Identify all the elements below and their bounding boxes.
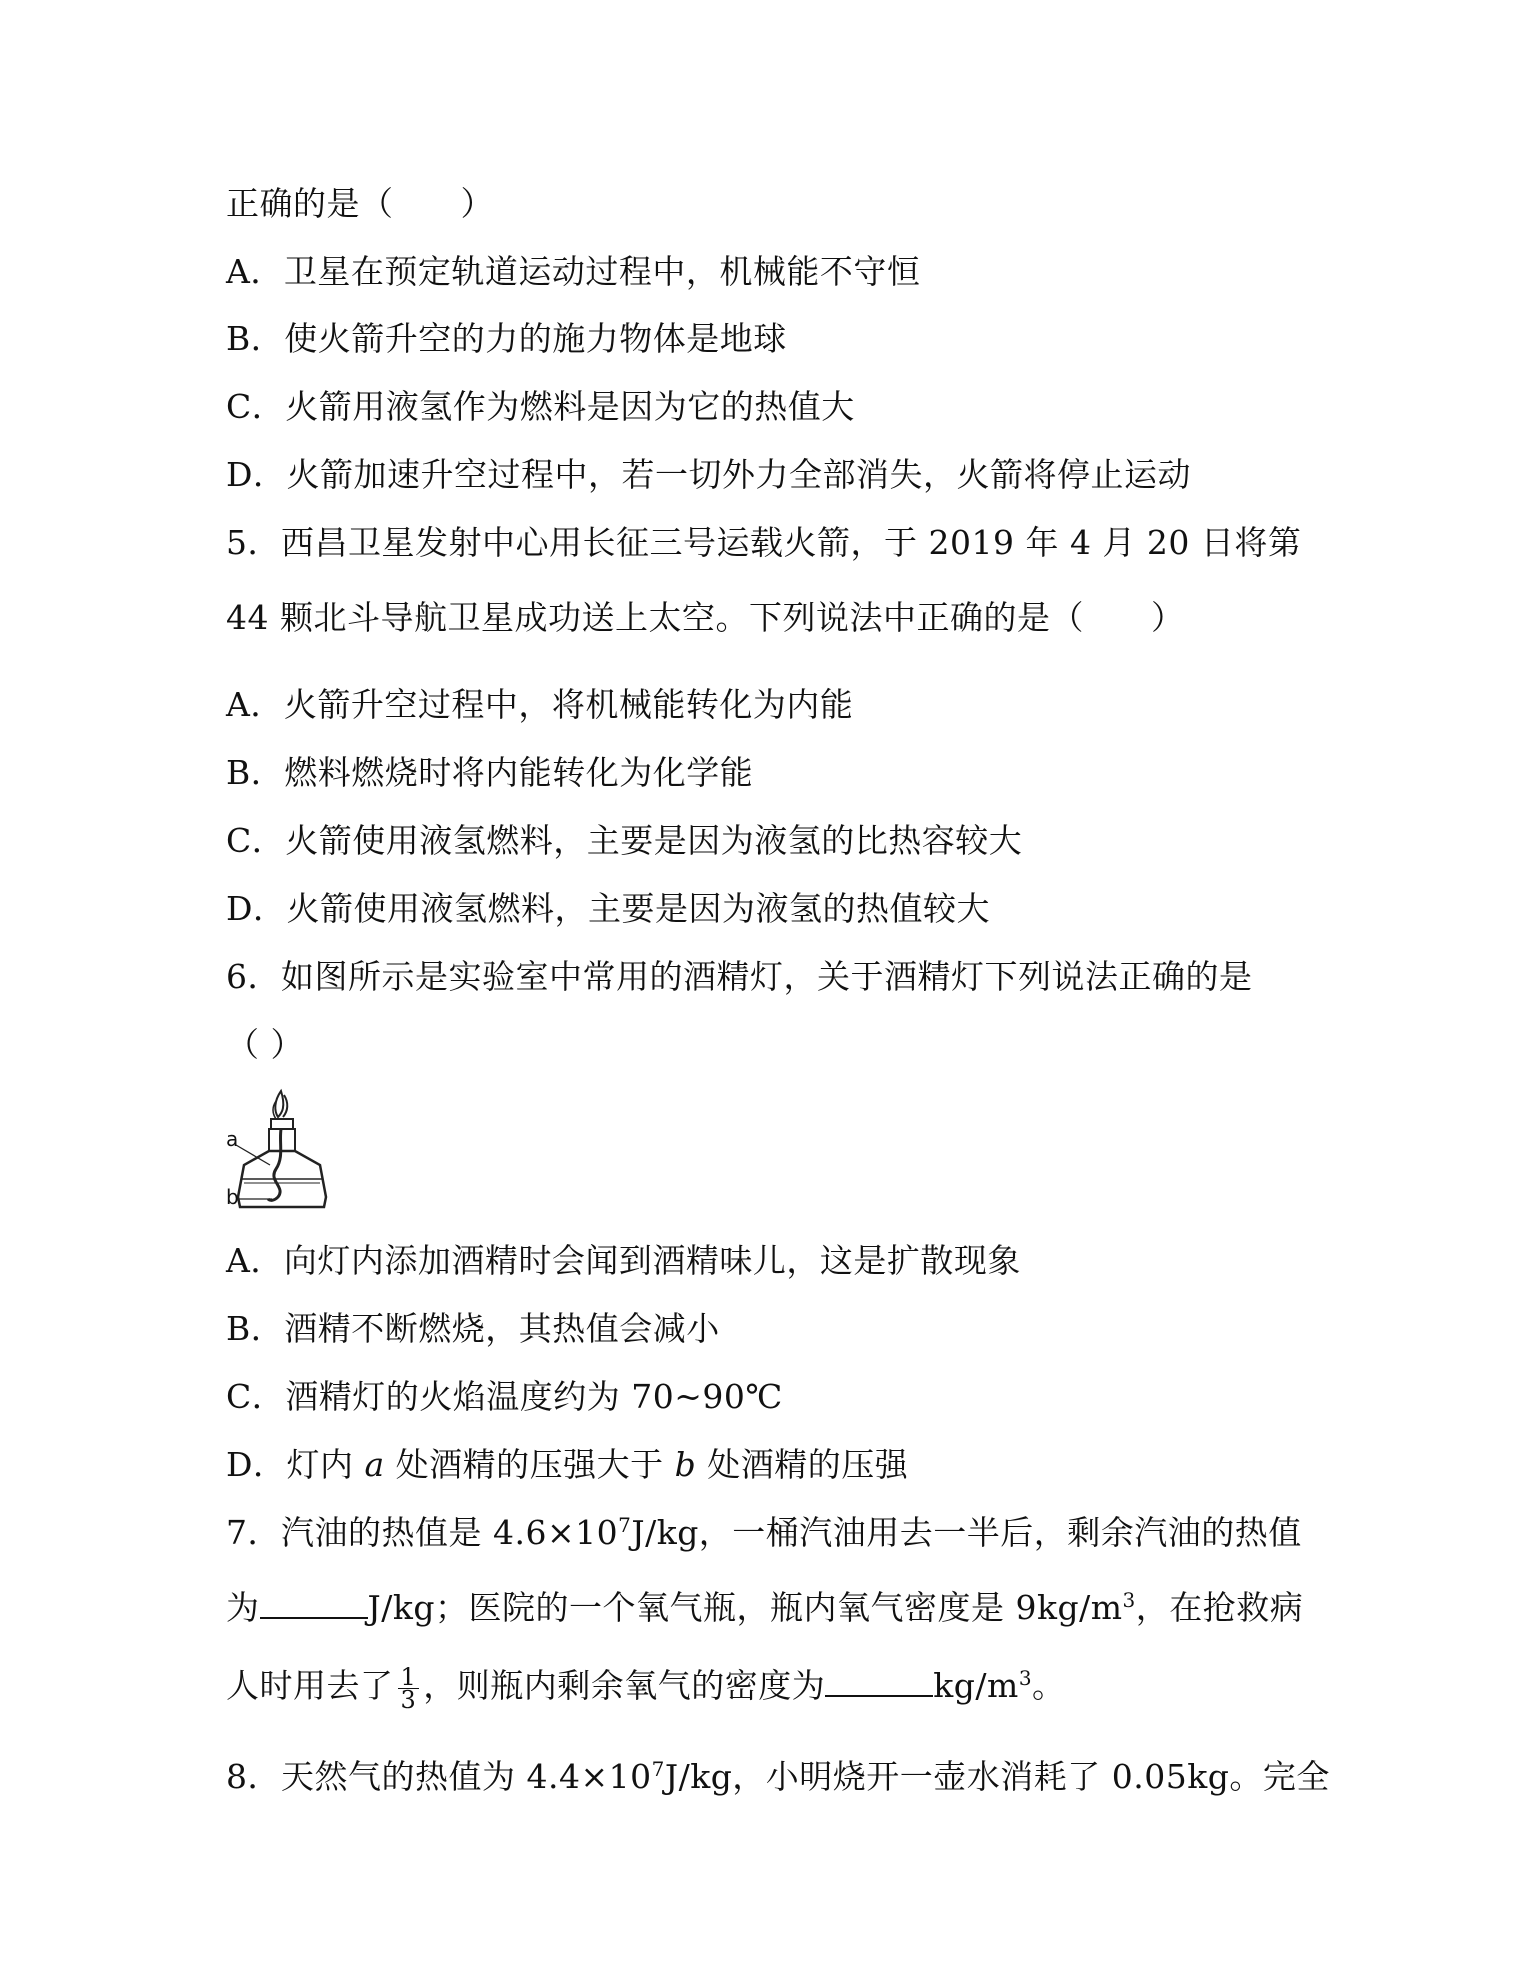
q5-stem-line1: 5．西昌卫星发射中心用长征三号运载火箭，于 2019 年 4 月 20 日将第 (226, 523, 1302, 562)
q4-stem-end: 正确的是（ ） (226, 184, 494, 223)
q5-option-d: D．火箭使用液氢燃料，主要是因为液氢的热值较大 (226, 889, 990, 928)
answer-blank-1[interactable] (260, 1587, 368, 1619)
q6-option-c: C．酒精灯的火焰温度约为 70~90℃ (226, 1377, 783, 1416)
q4-option-b: B．使火箭升空的力的施力物体是地球 (226, 319, 787, 358)
q8-stem-line1: 8．天然气的热值为 $4.4\times 10^7J/kg$，小明烧开一壶水消耗了 0.05kg。完全 (226, 1757, 1330, 1796)
q6-stem-line1: 6．如图所示是实验室中常用的酒精灯，关于酒精灯下列说法正确的是 (226, 957, 1253, 996)
figure-label-a: a (226, 1127, 239, 1151)
figure-label-b: b (226, 1185, 239, 1209)
q6-option-b: B．酒精不断燃烧，其热值会减小 (226, 1309, 720, 1348)
var-a: a (364, 1445, 385, 1484)
var-b: b (674, 1445, 697, 1484)
alcohol-lamp-figure (226, 1083, 336, 1223)
answer-blank-2[interactable] (825, 1665, 933, 1697)
alcohol-lamp-icon (226, 1083, 336, 1223)
q6-stem-line2: （ ） (226, 1025, 304, 1064)
q7-stem-line2: 为 J/kg；医院的一个氧气瓶，瓶内氧气密度是 $9kg/m^3$，在抢救病 (226, 1588, 1304, 1627)
q4-option-c: C．火箭用液氢作为燃料是因为它的热值大 (226, 387, 855, 426)
q5-option-a: A．火箭升空过程中，将机械能转化为内能 (226, 685, 854, 724)
fraction-one-third: $\frac{1}{3}$ (398, 1666, 420, 1711)
q4-option-a: A．卫星在预定轨道运动过程中，机械能不守恒 (226, 252, 921, 291)
q6-option-a: A．向灯内添加酒精时会闻到酒精味儿，这是扩散现象 (226, 1241, 1021, 1280)
q4-option-d: D．火箭加速升空过程中，若一切外力全部消失，火箭将停止运动 (226, 455, 1191, 494)
q7-stem-line3: 人时用去了 $\frac{1}{3}$ ，则瓶内剩余氧气的密度为 $kg/m^3$。 (226, 1662, 1066, 1714)
q5-option-b: B．燃料燃烧时将内能转化为化学能 (226, 753, 754, 792)
q6-option-d: D．灯内 a 处酒精的压强大于 b 处酒精的压强 (226, 1445, 909, 1484)
q5-option-c: C．火箭使用液氢燃料，主要是因为液氢的比热容较大 (226, 821, 1023, 860)
q7-stem-line1: 7．汽油的热值是 $4.6\times 10^7J/kg$，一桶汽油用去一半后，剩余汽油的热值 (226, 1513, 1302, 1552)
q5-stem-line2: 44 颗北斗导航卫星成功送上太空。下列说法中正确的是（ ） (226, 598, 1185, 637)
